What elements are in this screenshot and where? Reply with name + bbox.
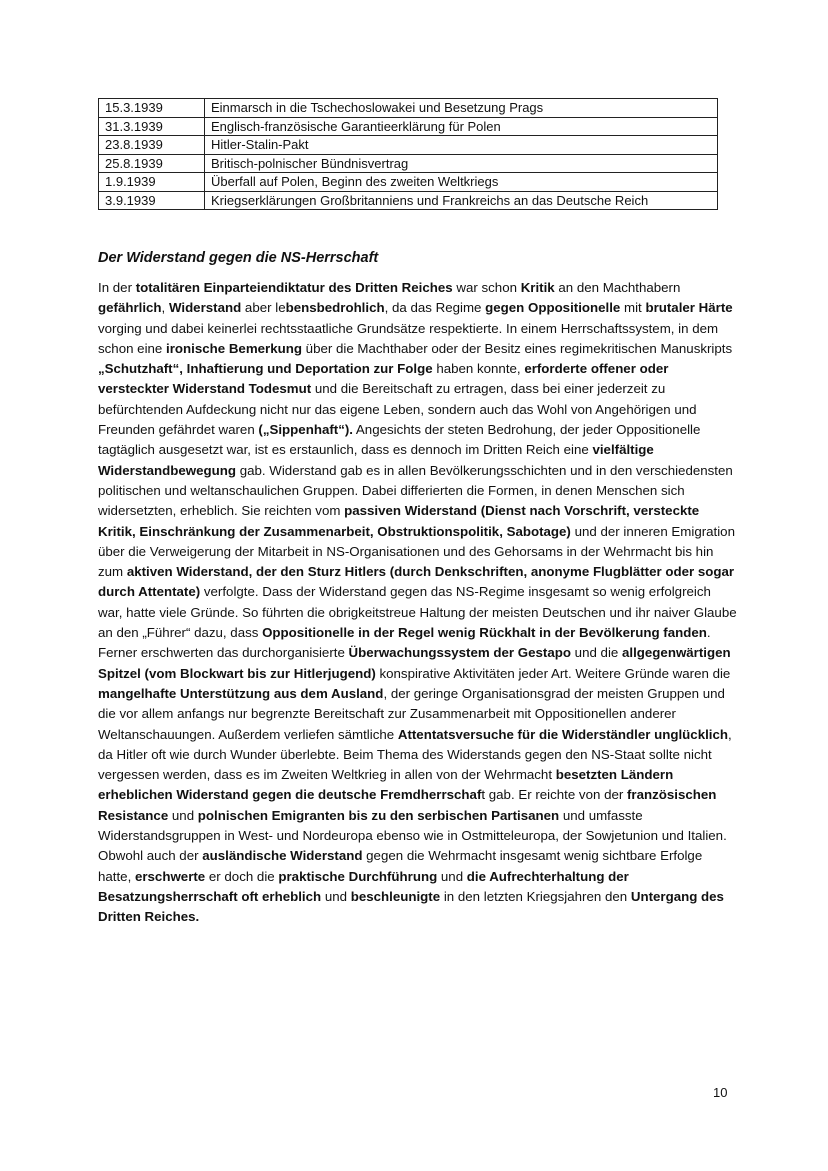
text-segment: Angesichts der steten Bedrohung, der jeder Oppositionelle tagtäglich ausgesetzt war, ist es erstaunlich, dass es dennoch im Dritten Reich eine [98,422,701,458]
text-segment: und die [570,645,622,661]
timeline-table-body [99,99,718,210]
bold-text-segment: praktische Durchführung [278,868,438,884]
text-segment: , [161,300,169,316]
table-row [99,191,718,210]
bold-text-segment: Überwachungssystem der Gestapo [348,645,571,661]
table-cell-event: Hitler-Stalin-Pakt [205,136,718,155]
body-paragraph [98,278,738,928]
bold-text-segment: vielfältige Widerstandbewegung [98,442,654,478]
text-segment: in den letzten Kriegsjahren den [440,888,631,904]
bold-text-segment: ausländische Widerstand [202,848,363,864]
bold-text-segment: französischen Resistance [98,787,717,823]
bold-text-segment: brutaler Härte [645,300,733,316]
page-number: 10 [713,1085,728,1100]
bold-text-segment: „Schutzhaft“, Inhaftierung und Deportation zur Folge [98,361,433,377]
bold-text-segment: erforderte offener oder versteckter Widerstand Todesmut [98,361,669,397]
text-segment: und [321,888,351,904]
bold-text-segment: Oppositionelle in der Regel wenig Rückhalt in der Bevölkerung fanden [262,625,707,641]
text-segment: war schon [452,280,521,295]
text-segment: vorging und dabei keinerlei rechtsstaatliche Grundsätze respektierte. In einem Herrschaftssystem, in dem schon eine [98,320,719,356]
table-row [99,154,718,173]
text-segment: und der inneren Emigration über die Verweigerung der Mitarbeit in NS-Organisationen und des Gehorsams in der Wehrmacht bis hin zum [98,523,735,580]
bold-text-segment: gegen Oppositionelle [485,300,621,316]
bold-text-segment: („Sippenhaft“). [258,422,353,438]
bold-text-segment: passiven Widerstand (Dienst nach Vorschrift, versteckte Kritik, Einschränkung der Zusammenarbeit, Obstruktionspolitik, Sabotage) [98,503,700,539]
timeline-table [98,98,718,210]
text-segment: und umfasste Widerstandsgruppen in West- und Nordeuropa ebenso wie in Ostmitteleuropa, der Sowjetunion und Italien. Obwohl auch der [98,807,727,864]
text-segment: und [168,807,198,823]
table-row [99,117,718,136]
text-segment: über die Machthaber oder der Besitz eines regimekritischen Manuskripts [301,340,733,356]
bold-text-segment: Attentatsversuche für die Widerständler unglücklich [397,726,728,742]
bold-text-segment: besetzten Ländern erheblichen Widerstand gegen die deutsche Fremdherrschaf [98,767,674,803]
text-segment: gegen die Wehrmacht insgesamt wenig sichtbare Erfolge hatte, [98,848,703,884]
bold-text-segment: gefährlich [98,300,162,316]
text-segment: haben konnte, [432,361,525,377]
bold-text-segment: allgegenwärtigen Spitzel (vom Blockwart bis zur Hitlerjugend) [98,645,731,681]
bold-text-segment: Kritik [520,280,555,295]
table-cell-event: Britisch-polnischer Bündnisvertrag [205,154,718,173]
table-cell-date: 25.8.1939 [99,154,205,173]
table-cell-event: Einmarsch in die Tschechoslowakei und Besetzung Prags [205,99,718,118]
text-segment: . Ferner erschwerten das durchorganisierte [98,625,711,661]
text-segment: , da Hitler oft wie durch Wunder überlebte. Beim Thema des Widerstands gegen den NS-Staat sollte nicht vergessen werden, dass es im Zweiten Weltkrieg in allen von der Wehrmacht [98,726,732,783]
text-segment: mit [620,300,646,316]
table-cell-date: 3.9.1939 [99,191,205,210]
text-segment: an den Machthabern [554,280,681,295]
bold-text-segment: polnischen Emigranten bis zu den serbischen Partisanen [197,807,560,823]
text-segment: In der [98,280,136,295]
table-cell-date: 1.9.1939 [99,173,205,192]
text-segment: gab. Widerstand gab es in allen Bevölkerungsschichten und in den verschiedensten politischen und weltanschaulichen Gruppen. Dabei differierten die Formen, in denen Menschen sich widersetzten, erheblich. Sie reichten vom [98,462,733,519]
bold-text-segment: mangelhafte Unterstützung aus dem Ausland [98,685,384,701]
text-segment: , da das Regime [384,300,486,316]
table-cell-event: Kriegserklärungen Großbritanniens und Frankreichs an das Deutsche Reich [205,191,718,210]
table-cell-event: Englisch-französische Garantieerklärung für Polen [205,117,718,136]
text-segment: und [437,868,467,884]
bold-text-segment: aktiven Widerstand, der den Sturz Hitlers (durch Denkschriften, anonyme Flugblätter oder sogar durch Attentate) [98,564,735,600]
table-cell-date: 23.8.1939 [99,136,205,155]
bold-text-segment: Untergang des Dritten Reiches. [98,888,724,925]
table-row [99,99,718,118]
bold-text-segment: beschleunigte [350,888,441,904]
bold-text-segment: die Aufrechterhaltung der Besatzungsherrschaft oft erheblich [98,868,629,904]
table-row [99,136,718,155]
bold-text-segment: bensbedrohlich [285,300,385,316]
text-segment: t gab. Er reichte von der [481,787,627,803]
bold-text-segment: erschwerte [134,868,206,884]
bold-text-segment: Widerstand [168,300,242,316]
table-row [99,173,718,192]
text-segment: , der geringe Organisationsgrad der meisten Gruppen und die vor allem anfangs nur begrenzte Bereitschaft zur Zusammenarbeit mit Oppositionellen anderer Weltanschauungen. Außerdem verliefen sämtliche [98,685,725,742]
bold-text-segment: ironische Bemerkung [166,340,302,356]
table-cell-event: Überfall auf Polen, Beginn des zweiten Weltkriegs [205,173,718,192]
text-segment: er doch die [205,868,279,884]
text-segment: verfolgte. Dass der Widerstand gegen das NS-Regime insgesamt so wenig erfolgreich war, hatte viele Gründe. So führten die obrigkeitstreue Haltung der meisten Deutschen und ihr naiver Glaube an den „Führer“ dazu, dass [98,584,737,641]
table-cell-date: 15.3.1939 [99,99,205,118]
table-cell-date: 31.3.1939 [99,117,205,136]
text-segment: konspirative Aktivitäten jeder Art. Weitere Gründe waren die [375,665,731,681]
section-title: Der Widerstand gegen die NS-Herrschaft [98,250,379,266]
bold-text-segment: totalitären Einparteiendiktatur des Dritten Reiches [135,280,453,295]
text-segment: aber le [241,300,286,316]
text-segment: und die Bereitschaft zu ertragen, dass bei einer jederzeit zu befürchtenden Aufdeckung nicht nur das eigene Leben, sondern auch das Wohl von Angehörigen und Freunden gefährdet waren [98,381,697,438]
